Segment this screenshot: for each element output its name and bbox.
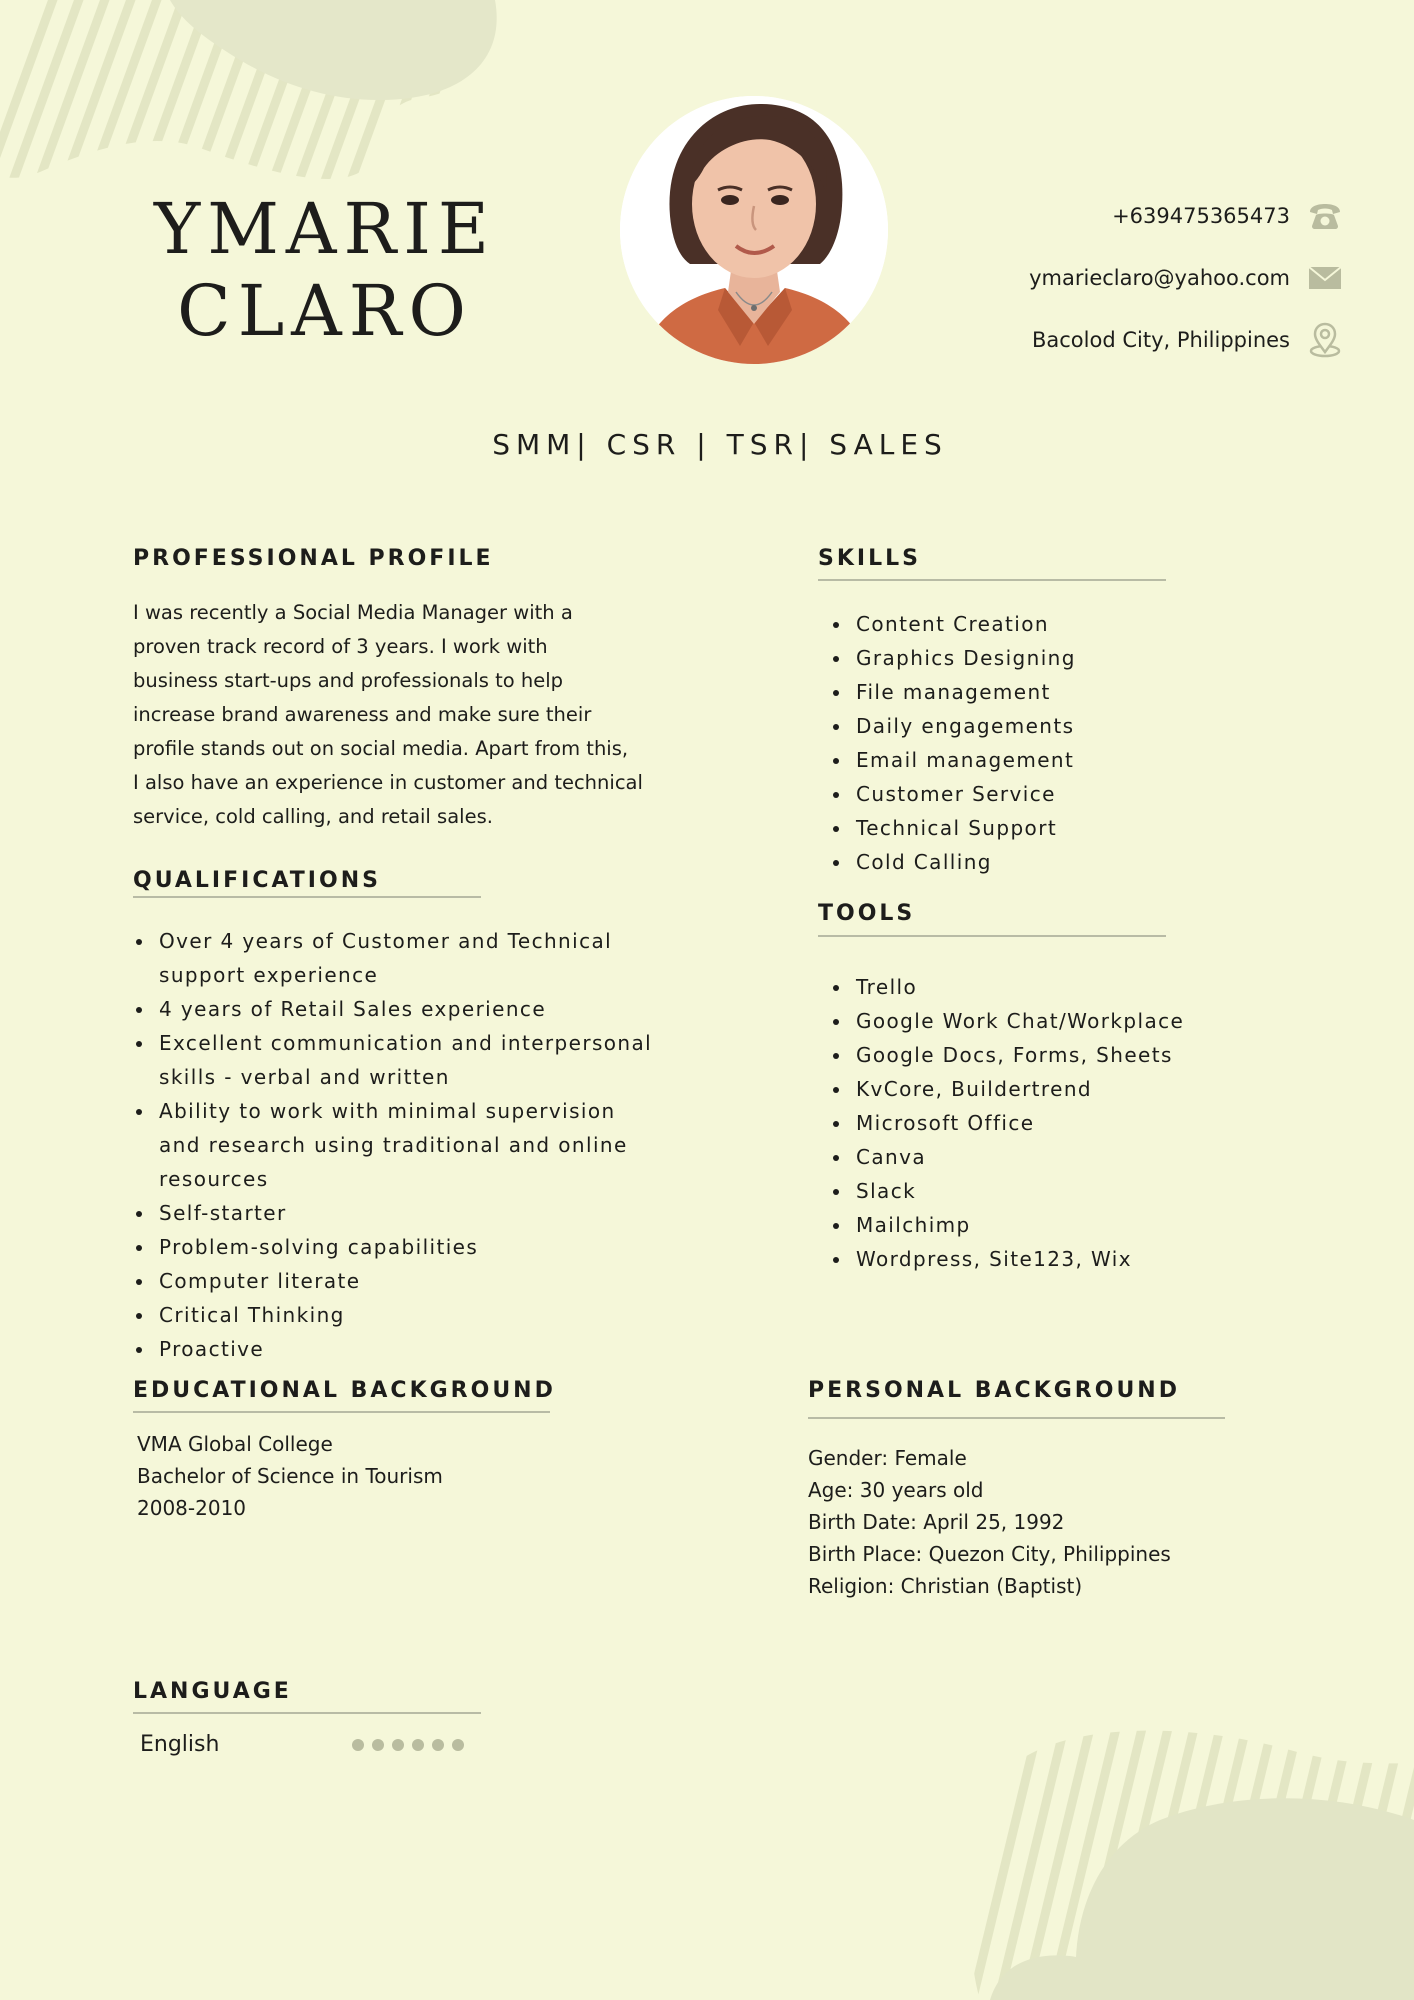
profile-line: business start-ups and professionals to help (133, 669, 564, 692)
personal-line: Gender: Female (808, 1446, 967, 1470)
personal-divider (808, 1417, 1225, 1419)
profile-line: I was recently a Social Media Manager with a (133, 601, 573, 624)
skill-item: Technical Support (830, 811, 1270, 845)
tool-item: Google Work Chat/Workplace (830, 1004, 1330, 1038)
education-divider (133, 1411, 550, 1413)
tool-item: KvCore, Buildertrend (830, 1072, 1330, 1106)
qualification-item: Problem-solving capabilities (133, 1230, 653, 1264)
proficiency-dot (412, 1739, 424, 1751)
tools-heading: TOOLS (818, 901, 916, 926)
profile-line: increase brand awareness and make sure their (133, 703, 592, 726)
location: Bacolod City, Philippines (1031, 328, 1290, 352)
school-years: 2008-2010 (137, 1496, 247, 1520)
skill-item: Daily engagements (830, 709, 1270, 743)
skill-item: Content Creation (830, 607, 1270, 641)
tool-item: Slack (830, 1174, 1330, 1208)
proficiency-dot (432, 1739, 444, 1751)
qualification-item: Over 4 years of Customer and Technical support experience (133, 924, 653, 992)
degree: Bachelor of Science in Tourism (137, 1464, 443, 1488)
profile-text (133, 596, 693, 834)
qualification-item: Excellent communication and interpersonal skills - verbal and written (133, 1026, 653, 1094)
proficiency-dot (392, 1739, 404, 1751)
decorative-shape-top-left (0, 0, 520, 200)
tools-list (830, 970, 1330, 1276)
skill-item: Cold Calling (830, 845, 1270, 879)
personal-line: Religion: Christian (Baptist) (808, 1574, 1083, 1598)
tool-item: Canva (830, 1140, 1330, 1174)
personal-line: Birth Date: April 25, 1992 (808, 1510, 1065, 1534)
education-details (137, 1428, 443, 1524)
tool-item: Wordpress, Site123, Wix (830, 1242, 1330, 1276)
contact-email-row (922, 262, 1342, 294)
language-name: English (140, 1732, 220, 1757)
proficiency-dot (452, 1739, 464, 1751)
profile-line: proven track record of 3 years. I work with (133, 635, 548, 658)
skill-item: File management (830, 675, 1270, 709)
last-name: CLARO (177, 270, 473, 352)
qualification-item: Critical Thinking (133, 1298, 653, 1332)
qualifications-heading: QUALIFICATIONS (133, 868, 381, 893)
tool-item: Google Docs, Forms, Sheets (830, 1038, 1330, 1072)
tool-item: Microsoft Office (830, 1106, 1330, 1140)
personal-heading: PERSONAL BACKGROUND (808, 1378, 1180, 1403)
proficiency-dot (372, 1739, 384, 1751)
qualifications-list (133, 924, 653, 1366)
phone-number[interactable]: +639475365473 (1112, 204, 1290, 228)
email-address[interactable]: ymarieclaro@yahoo.com (1029, 266, 1290, 290)
language-row (140, 1732, 464, 1757)
language-divider (133, 1712, 481, 1714)
decorative-shape-bottom-right (960, 1730, 1414, 2000)
profile-heading: PROFESSIONAL PROFILE (133, 546, 494, 571)
contact-location-row (922, 324, 1342, 356)
qualifications-divider (133, 896, 481, 898)
skill-item: Email management (830, 743, 1270, 777)
first-name: YMARIE (154, 188, 496, 270)
tools-divider (818, 935, 1166, 937)
profile-photo (620, 96, 888, 364)
profile-line: I also have an experience in customer and technical (133, 771, 643, 794)
map-pin-icon (1308, 324, 1342, 356)
skills-list (830, 607, 1270, 879)
skills-heading: SKILLS (818, 546, 921, 571)
phone-icon (1308, 200, 1342, 232)
qualification-item: Self-starter (133, 1196, 653, 1230)
contact-phone-row (922, 200, 1342, 232)
qualification-item: Computer literate (133, 1264, 653, 1298)
language-heading: LANGUAGE (133, 1679, 292, 1704)
personal-details (808, 1442, 1171, 1602)
qualification-item: 4 years of Retail Sales experience (133, 992, 653, 1026)
school-name: VMA Global College (137, 1432, 333, 1456)
job-headline: SMM| CSR | TSR| SALES (492, 428, 948, 461)
education-heading: EDUCATIONAL BACKGROUND (133, 1378, 556, 1403)
tool-item: Trello (830, 970, 1330, 1004)
qualification-item: Proactive (133, 1332, 653, 1366)
personal-line: Birth Place: Quezon City, Philippines (808, 1542, 1171, 1566)
qualification-item: Ability to work with minimal supervision and research using traditional and online resources (133, 1094, 653, 1196)
envelope-icon (1308, 262, 1342, 294)
proficiency-dot (352, 1739, 364, 1751)
language-level-dots (352, 1739, 464, 1751)
skill-item: Customer Service (830, 777, 1270, 811)
profile-line: profile stands out on social media. Apart from this, (133, 737, 629, 760)
contact-block (922, 200, 1342, 386)
profile-line: service, cold calling, and retail sales. (133, 805, 493, 828)
tool-item: Mailchimp (830, 1208, 1330, 1242)
skills-divider (818, 579, 1166, 581)
personal-line: Age: 30 years old (808, 1478, 984, 1502)
skill-item: Graphics Designing (830, 641, 1270, 675)
candidate-name (120, 188, 530, 352)
